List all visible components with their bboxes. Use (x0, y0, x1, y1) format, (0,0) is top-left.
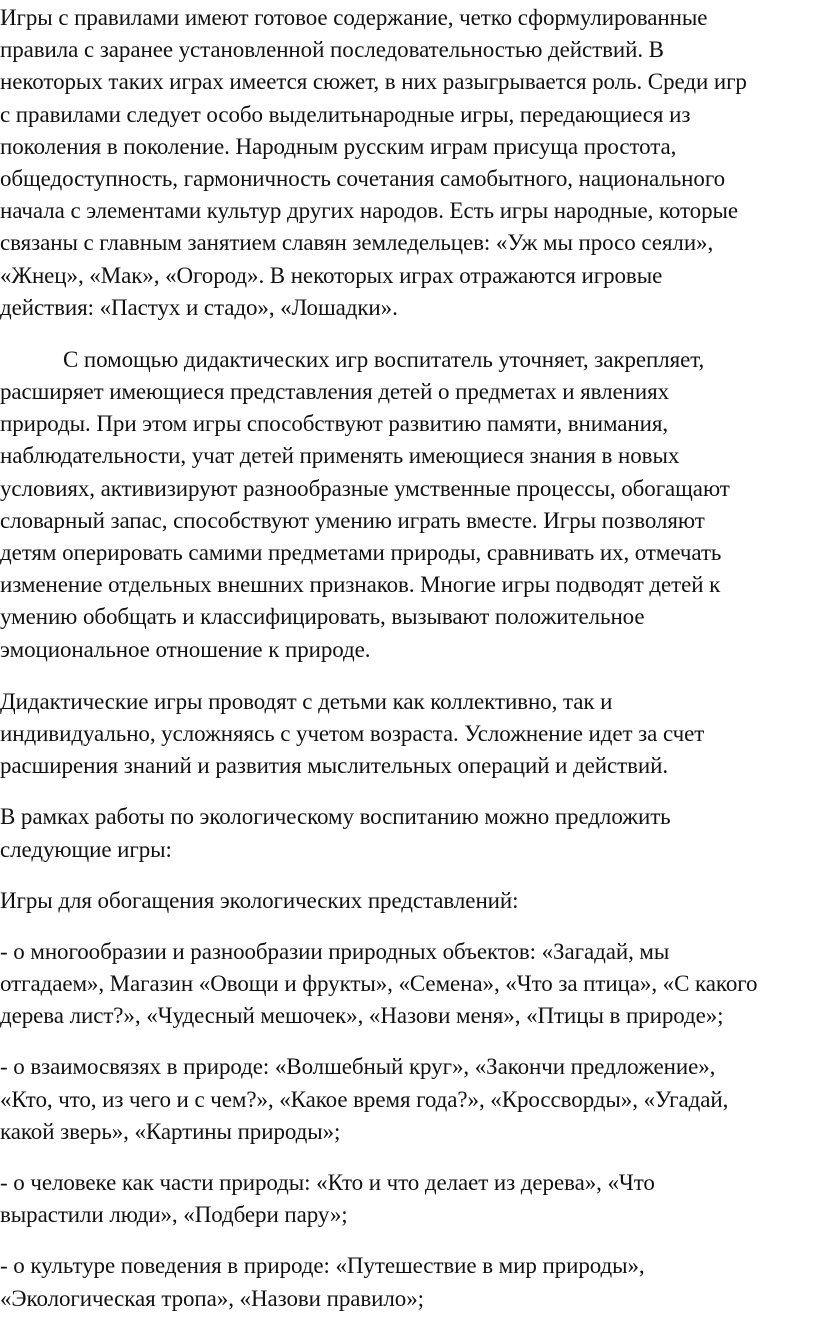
paragraph-spacer (0, 1032, 816, 1051)
text-line: наблюдательности, учат детей применять имеющиеся знания в новых (0, 443, 680, 469)
paragraph-spacer (0, 666, 816, 686)
text-line: следующие игры: (0, 836, 172, 862)
text-line: с правилами следует особо выделитьнародные игры, передающиеся из (0, 101, 691, 127)
list-item-diversity (0, 936, 816, 1033)
text-line: вырастили люди», «Подбери пару»; (0, 1202, 348, 1228)
text-line: поколения в поколение. Народным русским играм присуща простота, (0, 133, 677, 159)
paragraph-didactic-games (0, 344, 816, 666)
text-line: природы. При этом игры способствуют развитию памяти, внимания, (0, 411, 669, 437)
text-line: Игры для обогащения экологических представлений: (0, 887, 519, 913)
paragraph-spacer (0, 866, 816, 885)
text-line: - о культуре поведения в природе: «Путешествие в мир природы», (0, 1253, 645, 1279)
text-line: Игры с правилами имеют готовое содержание, четко сформулированные (0, 5, 708, 30)
text-line: С помощью дидактических игр воспитатель уточняет, закрепляет, (63, 346, 705, 372)
text-line: - о взаимосвязях в природе: «Волшебный круг», «Закончи предложение», (0, 1054, 716, 1080)
text-line: «Экологическая тропа», «Назови правило»; (0, 1285, 424, 1311)
list-item-human (0, 1167, 816, 1231)
text-line: расширения знаний и развития мыслительных операций и действий. (0, 753, 669, 779)
text-line: В рамках работы по экологическому воспитанию можно предложить (0, 804, 671, 830)
text-line: эмоциональное отношение к природе. (0, 636, 371, 662)
text-line: «Кто, что, из чего и с чем?», «Какое время года?», «Кроссворды», «Угадай, (0, 1086, 729, 1112)
paragraph-spacer (0, 782, 816, 801)
paragraph-spacer (0, 917, 816, 936)
paragraph-spacer (0, 324, 816, 344)
list-item-relationships (0, 1051, 816, 1148)
list-item-behavior (0, 1250, 816, 1314)
text-line: правила с заранее установленной последовательностью действий. В (0, 37, 664, 63)
paragraph-folk-games (0, 2, 816, 324)
text-line: начала с элементами культур других народов. Есть игры народные, которые (0, 198, 739, 224)
text-line: индивидуально, усложняясь с учетом возраста. Усложнение идет за счет (0, 720, 705, 746)
text-line: дерева лист?», «Чудесный мешочек», «Назови меня», «Птицы в природе»; (0, 1003, 724, 1029)
text-line: связаны с главным занятием славян земледельцев: «Уж мы просо сеяли», (0, 230, 714, 256)
paragraph-collective-games (0, 686, 816, 783)
text-line: - о человеке как части природы: «Кто и что делает из дерева», «Что (0, 1170, 655, 1195)
paragraph-spacer (0, 1231, 816, 1250)
text-line: некоторых таких играх имеется сюжет, в них разыгрывается роль. Среди игр (0, 69, 747, 95)
text-line: - о многообразии и разнообразии природных объектов: «Загадай, мы (0, 938, 670, 964)
paragraph-spacer (0, 1148, 816, 1167)
paragraph-games-heading (0, 885, 816, 917)
text-line: отгадаем», Магазин «Овощи и фрукты», «Семена», «Что за птица», «С какого (0, 971, 758, 997)
text-line: «Жнец», «Мак», «Огород». В некоторых играх отражаются игровые (0, 262, 663, 288)
paragraph-ecology-intro (0, 801, 816, 865)
text-line: умению обобщать и классифицировать, вызывают положительное (0, 604, 645, 630)
text-line: условиях, активизируют разнообразные умственные процессы, обогащают (0, 475, 730, 501)
text-line: расширяет имеющиеся представления детей о предметах и явлениях (0, 379, 670, 405)
text-line: Дидактические игры проводят с детьми как коллективно, так и (0, 688, 613, 714)
text-line: какой зверь», «Картины природы»; (0, 1118, 341, 1144)
text-line: детям оперировать самими предметами природы, сравнивать их, отмечать (0, 540, 722, 565)
text-line: изменение отдельных внешних признаков. Многие игры подводят детей к (0, 572, 721, 598)
text-line: словарный запас, способствуют умению играть вместе. Игры позволяют (0, 507, 705, 533)
text-line: действия: «Пастух и стадо», «Лошадки». (0, 294, 398, 320)
text-line: общедоступность, гармоничность сочетания самобытного, национального (0, 165, 726, 191)
